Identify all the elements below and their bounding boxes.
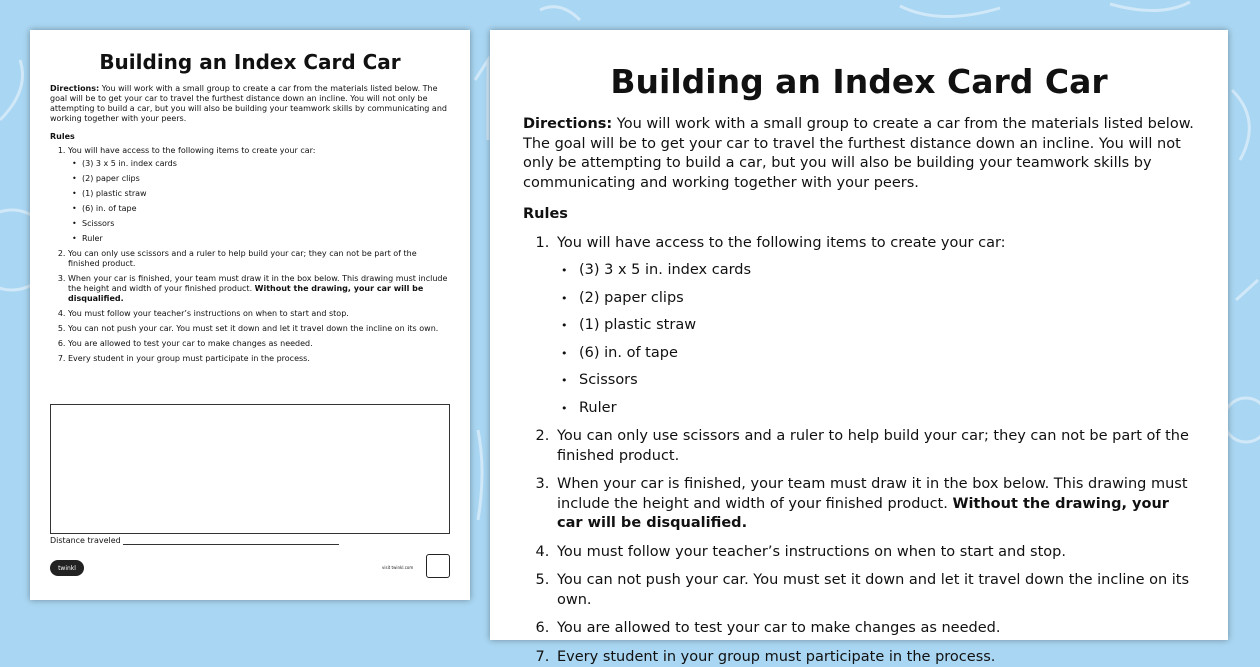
footer-badge-icon — [426, 554, 450, 578]
material-item: • (3) 3 x 5 in. index cards — [82, 159, 450, 169]
materials-list-large — [557, 261, 1194, 418]
distance-traveled-line — [50, 536, 339, 545]
worksheet-title-large: Building an Index Card Car — [490, 62, 1228, 101]
material-item: • (1) plastic straw — [82, 189, 450, 199]
drawing-box — [50, 404, 450, 534]
rule-item: 7. Every student in your group must participate in the process. — [68, 354, 450, 364]
material-item: • (2) paper clips — [579, 289, 1194, 309]
directions-text: You will work with a small group to create a car from the materials listed below. The goal will be to get your car to travel the furthest distance down an incline. You will not only be attempting to build a car, but you will also be building your teamwork skills by communicating and working together with your peers. — [523, 116, 1194, 191]
material-item: • (3) 3 x 5 in. index cards — [579, 261, 1194, 281]
worksheet-zoomed — [490, 30, 1228, 640]
material-item: • (6) in. of tape — [579, 344, 1194, 364]
distance-blank — [123, 544, 339, 545]
material-item: • (2) paper clips — [82, 174, 450, 184]
material-item: • (6) in. of tape — [82, 204, 450, 214]
rule-item: 6. You are allowed to test your car to make changes as needed. — [554, 619, 1194, 639]
material-item: • Scissors — [82, 219, 450, 229]
rule-item: 2. You can only use scissors and a ruler to help build your car; they can not be part of the finished product. — [68, 249, 450, 269]
rule-item: 3. When your car is finished, your team must draw it in the box below. This drawing must include the height and width of your finished product. Without the drawing, your car will be disqualified. — [554, 475, 1194, 534]
material-item: • (1) plastic straw — [579, 316, 1194, 336]
rule-item: 1. You will have access to the following items to create your car: • (3) 3 x 5 in. index cards • (2) paper clips • (1) plastic straw • (6) in. of tape • Scissors • Ruler — [68, 146, 450, 244]
twinkl-logo: twinkl — [50, 560, 84, 576]
directions-label: Directions: — [50, 84, 99, 93]
rules-list-large — [523, 234, 1194, 667]
materials-list — [68, 159, 450, 244]
material-item: • Ruler — [82, 234, 450, 244]
rule-item: 3. When your car is finished, your team must draw it in the box below. This drawing must include the height and width of your finished product. Without the drawing, your car will be disqualified. — [68, 274, 450, 304]
material-item: • Scissors — [579, 371, 1194, 391]
rule-item: 5. You can not push your car. You must set it down and let it travel down the incline on its own. — [554, 571, 1194, 610]
rule-item: 2. You can only use scissors and a ruler to help build your car; they can not be part of the finished product. — [554, 427, 1194, 466]
directions-paragraph — [50, 84, 450, 124]
worksheet-preview-small — [30, 30, 470, 600]
rule-item: 4. You must follow your teacher’s instructions on when to start and stop. — [554, 543, 1194, 563]
rule-item: 7. Every student in your group must participate in the process. — [554, 648, 1194, 667]
directions-label: Directions: — [523, 116, 612, 132]
distance-label: Distance traveled — [50, 536, 121, 545]
footer-url: visit twinkl.com — [382, 565, 413, 570]
worksheet-title: Building an Index Card Car — [30, 50, 470, 74]
rules-heading: Rules — [50, 132, 450, 142]
material-item: • Ruler — [579, 399, 1194, 419]
rules-heading-large: Rules — [523, 205, 1194, 225]
rule-item: 6. You are allowed to test your car to make changes as needed. — [68, 339, 450, 349]
rule-item: 1. You will have access to the following items to create your car: • (3) 3 x 5 in. index cards • (2) paper clips • (1) plastic straw • (6) in. of tape • Scissors • Ruler — [554, 234, 1194, 419]
directions-paragraph-large — [523, 115, 1194, 193]
rule-item: 4. You must follow your teacher’s instructions on when to start and stop. — [68, 309, 450, 319]
rule-item: 5. You can not push your car. You must set it down and let it travel down the incline on its own. — [68, 324, 450, 334]
directions-text: You will work with a small group to create a car from the materials listed below. The goal will be to get your car to travel the furthest distance down an incline. You will not only be attempting to build a car, but you will also be building your teamwork skills by communicating and working together with your peers. — [50, 84, 447, 123]
rules-list — [50, 146, 450, 364]
